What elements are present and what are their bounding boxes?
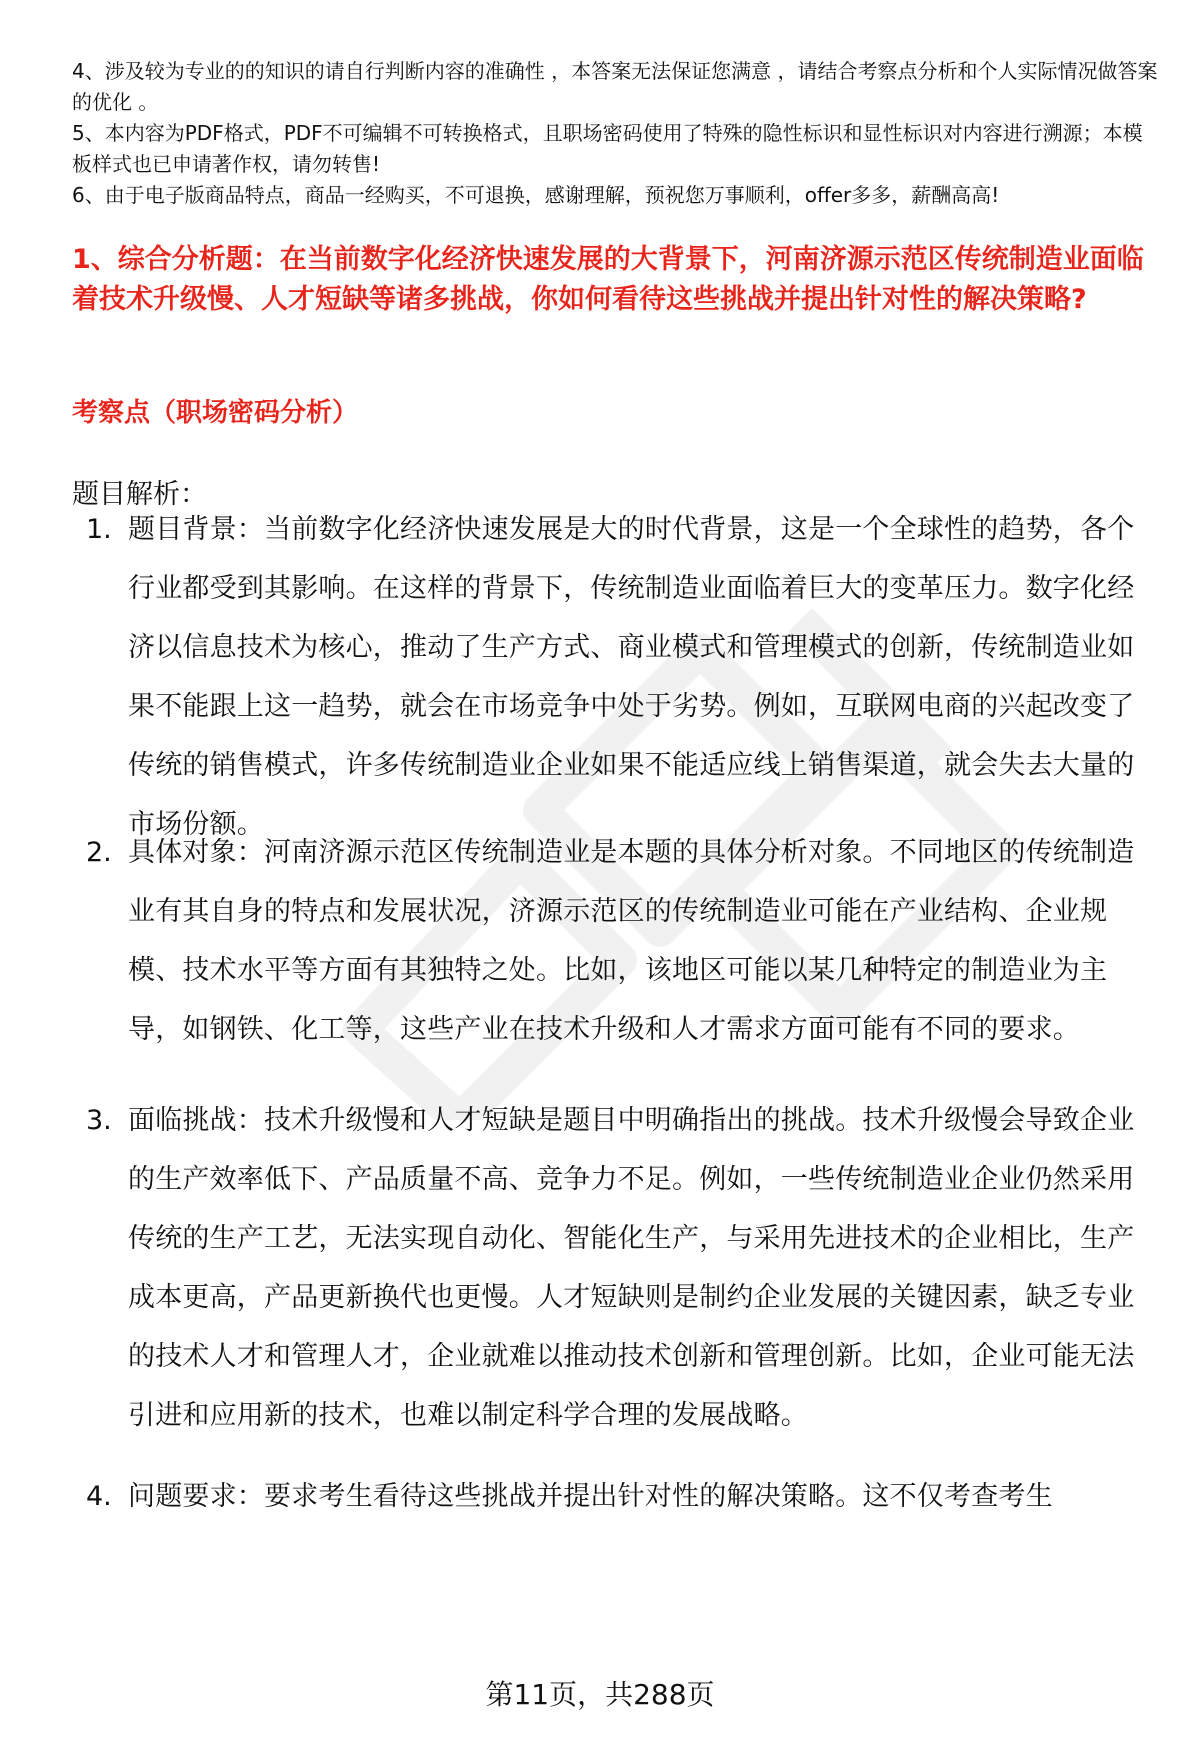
list-item-number: 4.: [86, 1481, 112, 1512]
list-item-number: 3.: [86, 1105, 112, 1136]
list-item: [72, 823, 1152, 1059]
question-heading: 1、综合分析题：在当前数字化经济快速发展的大背景下，河南济源示范区传统制造业面临着技术升级慢、人才短缺等诸多挑战，你如何看待这些挑战并提出针对性的解决策略?: [72, 244, 1144, 315]
list-item-number: 2.: [86, 837, 112, 868]
list-item-text: 题目背景：当前数字化经济快速发展是大的时代背景，这是一个全球性的趋势，各个行业都受到其影响。在这样的背景下，传统制造业面临着巨大的变革压力。数字化经济以信息技术为核心，推动了生产方式、商业模式和管理模式的创新，传统制造业如果不能跟上这一趋势，就会在市场竞争中处于劣势。例如，互联网电商的兴起改变了传统的销售模式，许多传统制造业企业如果不能适应线上销售渠道，就会失去大量的市场份额。: [128, 514, 1135, 840]
list-item-text: 面临挑战：技术升级慢和人才短缺是题目中明确指出的挑战。技术升级慢会导致企业的生产效率低下、产品质量不高、竞争力不足。例如，一些传统制造业企业仍然采用传统的生产工艺，无法实现自动化、智能化生产，与采用先进技术的企业相比，生产成本更高，产品更新换代也更慢。人才短缺则是制约企业发展的关键因素，缺乏专业的技术人才和管理人才，企业就难以推动技术创新和管理创新。比如，企业可能无法引进和应用新的技术，也难以制定科学合理的发展战略。: [128, 1105, 1135, 1431]
analysis-label: 题目解析：: [72, 479, 207, 510]
notes-section: [72, 56, 1162, 211]
list-item: [72, 1091, 1152, 1445]
list-item: [72, 1467, 1152, 1526]
note-5: 5、本内容为PDF格式，PDF不可编辑不可转换格式，且职场密码使用了特殊的隐性标识和显性标识对内容进行溯源；本模板样式也已申请著作权，请勿转售!: [72, 121, 1143, 176]
list-item-text: 问题要求：要求考生看待这些挑战并提出针对性的解决策略。这不仅考查考生: [128, 1481, 1053, 1512]
note-6: 6、由于电子版商品特点，商品一经购买，不可退换，感谢理解，预祝您万事顺利，offer多多，薪酬高高!: [72, 183, 1000, 207]
list-item-number: 1.: [86, 514, 112, 545]
section-title: 考察点（职场密码分析）: [72, 398, 359, 428]
page-footer: 第11页，共288页: [485, 1678, 715, 1711]
list-item: [72, 500, 1152, 854]
note-4: 4、涉及较为专业的的知识的请自行判断内容的准确性 ，本答案无法保证您满意 ，请结合考察点分析和个人实际情况做答案的优化 。: [72, 59, 1158, 114]
list-item-text: 具体对象：河南济源示范区传统制造业是本题的具体分析对象。不同地区的传统制造业有其自身的特点和发展状况，济源示范区的传统制造业可能在产业结构、企业规模、技术水平等方面有其独特之处。比如，该地区可能以某几种特定的制造业为主导，如钢铁、化工等，这些产业在技术升级和人才需求方面可能有不同的要求。: [128, 837, 1135, 1045]
